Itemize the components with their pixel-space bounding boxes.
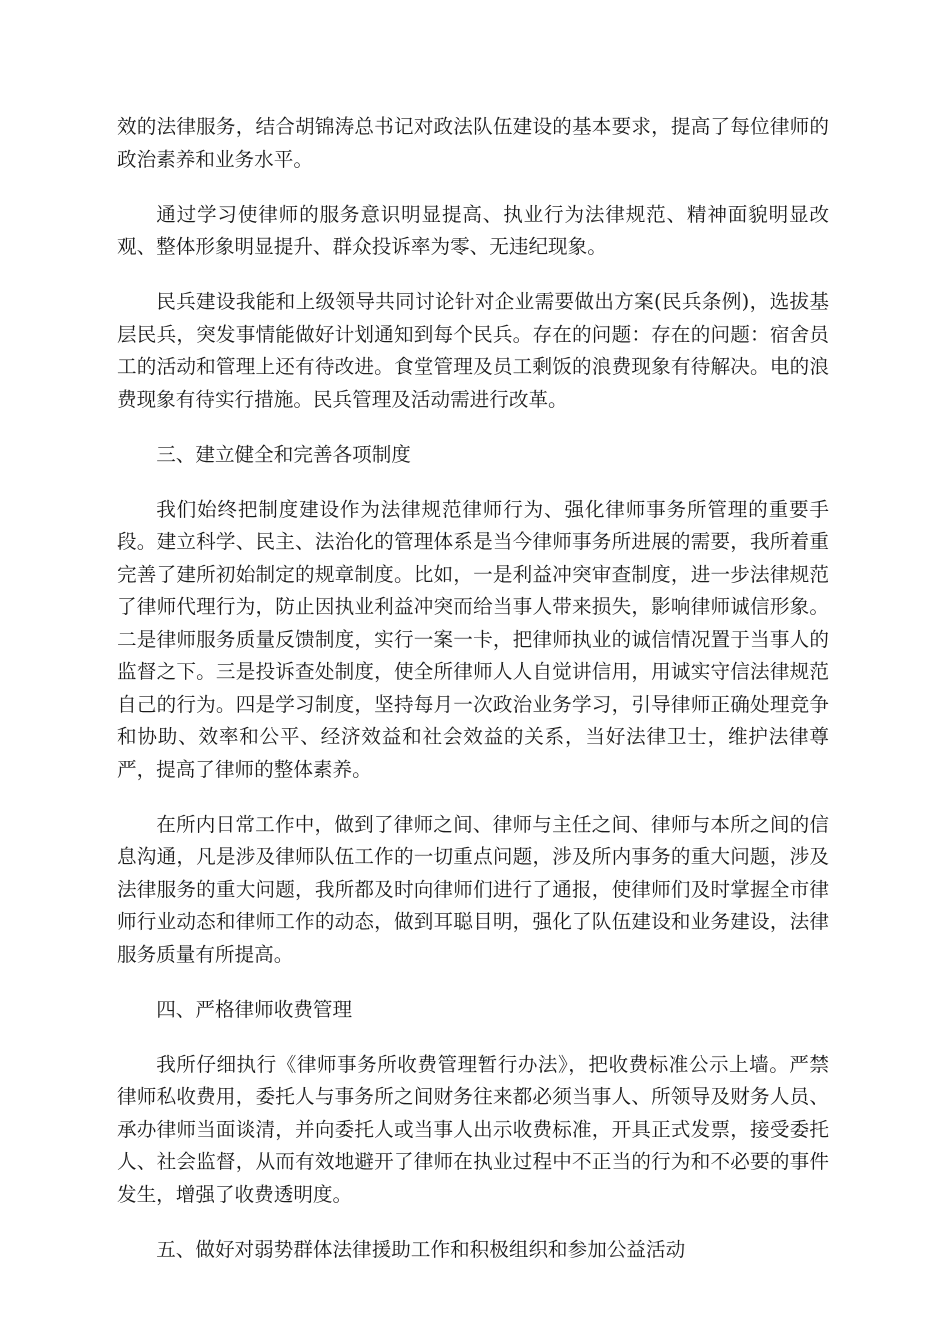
paragraph-study-results: 通过学习使律师的服务意识明显提高、执业行为法律规范、精神面貌明显改观、整体形象明显提升、群众投诉率为零、无违纪现象。	[117, 202, 829, 258]
paragraph-fees: 我所仔细执行《律师事务所收费管理暂行办法》，把收费标准公示上墙。严禁律师私收费用，委托人与事务所之间财务往来都必须当事人、所领导及财务人员、承办律师当面谈清，并向委托人或当事人出示收费标准，开具正式发票，接受委托人、社会监督，从而有效地避开了律师在执业过程中不正当的行为和不必要的事件发生，增强了收费透明度。	[117, 1052, 829, 1206]
document-body	[117, 111, 829, 1289]
paragraph-militia: 民兵建设我能和上级领导共同讨论针对企业需要做出方案(民兵条例)，选拔基层民兵，突发事情能做好计划通知到每个民兵。存在的问题：存在的问题：宿舍员工的活动和管理上还有待改进。食堂管理及员工剩饭的浪费现象有待解决。电的浪费现象有待实行措施。民兵管理及活动需进行改革。	[117, 290, 829, 411]
section-heading-5: 五、做好对弱势群体法律援助工作和积极组织和参加公益活动	[156, 1237, 686, 1261]
paragraph-continuation: 效的法律服务，结合胡锦涛总书记对政法队伍建设的基本要求，提高了每位律师的政治素养和业务水平。	[117, 115, 829, 171]
section-heading-3: 三、建立健全和完善各项制度	[156, 442, 411, 466]
paragraph-systems: 我们始终把制度建设作为法律规范律师行为、强化律师事务所管理的重要手段。建立科学、民主、法治化的管理体系是当今律师事务所进展的需要，我所着重完善了建所初始制定的规章制度。比如，一是利益冲突审查制度，进一步法律规范了律师代理行为，防止因执业利益冲突而给当事人带来损失，影响律师诚信形象。二是律师服务质量反馈制度，实行一案一卡，把律师执业的诚信情况置于当事人的监督之下。三是投诉查处制度，使全所律师人人自觉讲信用，用诚实守信法律规范自己的行为。四是学习制度，坚持每月一次政治业务学习，引导律师正确处理竞争和协助、效率和公平、经济效益和社会效益的关系，当好法律卫士，维护法律尊严，提高了律师的整体素养。	[117, 497, 829, 781]
section-heading-4: 四、严格律师收费管理	[156, 997, 353, 1021]
paragraph-daily-work: 在所内日常工作中，做到了律师之间、律师与主任之间、律师与本所之间的信息沟通，凡是涉及律师队伍工作的一切重点问题，涉及所内事务的重大问题，涉及法律服务的重大问题，我所都及时向律师们进行了通报，使律师们及时掌握全市律师行业动态和律师工作的动态，做到耳聪目明，强化了队伍建设和业务建设，法律服务质量有所提高。	[117, 812, 829, 966]
